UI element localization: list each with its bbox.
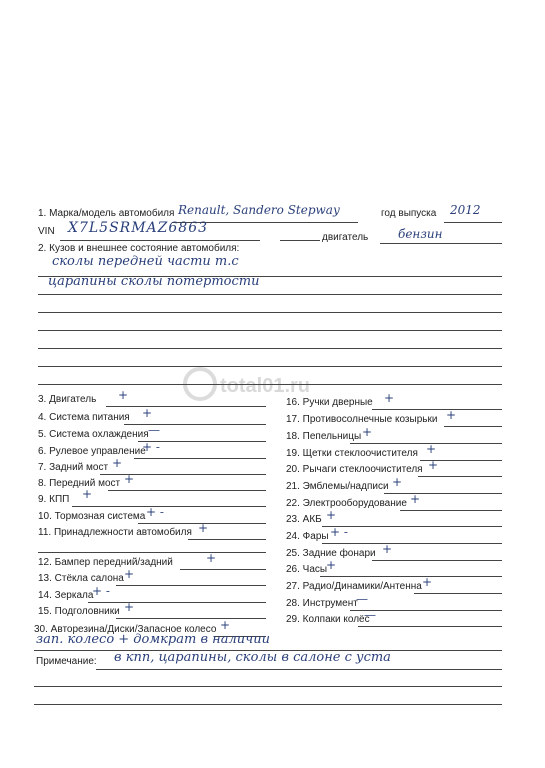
item-gearbox-mark: + [82,487,93,501]
item-steering-mark: + - [142,440,160,454]
item-engine-mark: + [118,388,129,402]
item-engine-label: 3. Двигатель [38,394,97,405]
item-tools-mark: — [356,592,368,606]
item-front-axle-label: 8. Передний мост [38,478,121,489]
body-note-1: сколы передней части т.с [52,254,239,269]
item-headrests-mark: + [124,600,135,614]
wheels-mark: + [220,618,231,632]
item-glass-mark: + [124,567,135,581]
year-label: год выпуска [381,208,437,219]
item-clock-mark: + [326,558,337,572]
item-electrics-mark: + [410,492,421,506]
item-wiper-arms-mark: + [428,458,439,472]
item-accessories-label: 11. Принадлежности автомобиля [38,527,192,538]
item-glass-label: 13. Стёкла салона [38,573,124,584]
item-wheel-caps-label: 29. Колпаки колёс [286,614,370,625]
item-radio-mark: + [422,575,433,589]
item-wiper-arms-label: 20. Рычаги стеклоочистителя [286,464,423,475]
item-bumper-label: 12. Бампер передний/задний [38,557,173,568]
item-ashtrays-label: 18. Пепельницы [286,431,362,442]
item-fuel-label: 4. Система питания [38,412,130,423]
item-brakes-mark: + - [146,505,164,519]
item-headlights-mark: + - [330,525,348,539]
item-ashtrays-mark: + [362,425,373,439]
watermark-text: total01.ru [220,375,311,397]
make-model-value: Renault, Sandero Stepway [178,203,340,217]
item-clock-label: 26. Часы [286,564,328,575]
item-steering-label: 6. Рулевое управление [38,446,146,457]
wheels-note: зап. колесо + домкрат в наличии [36,632,270,647]
body-note-2: царапины сколы потертости [48,274,260,289]
item-door-handles-label: 16. Ручки дверные [286,397,373,408]
item-rear-axle-mark: + [112,456,123,470]
item-front-axle-mark: + [124,472,135,486]
item-fuel-mark: + [142,406,153,420]
item-tools-label: 28. Инструмент [286,598,358,609]
item-wiper-blades-label: 19. Щетки стеклоочистителя [286,448,418,459]
engine-label: двигатель [322,232,369,243]
make-model-label: 1. Марка/модель автомобиля [38,208,175,219]
item-wheel-caps-mark: — [364,608,376,622]
item-cooling-mark: — [148,423,160,437]
item-accessories-mark: + [198,521,209,535]
engine-value: бензин [398,227,443,241]
item-radio-label: 27. Радио/Динамики/Антенна [286,581,422,592]
item-emblems-mark: + [392,475,403,489]
item-sun-visors-label: 17. Противосолнечные козырьки [286,414,438,425]
item-gearbox-label: 9. КПП [38,494,70,505]
vin-label: VIN [38,226,55,237]
item-bumper-mark: + [206,551,217,565]
body-section-label: 2. Кузов и внешнее состояние автомобиля: [38,243,240,254]
item-mirrors-label: 14. Зеркала [38,590,94,601]
item-tail-lights-label: 25. Задние фонари [286,548,376,559]
wheels-label: 30. Авторезина/Диски/Запасное колесо [34,624,217,635]
item-sun-visors-mark: + [446,408,457,422]
item-rear-axle-label: 7. Задний мост [38,462,109,473]
remark-label: Примечание: [36,656,97,667]
item-wiper-blades-mark: + [426,442,437,456]
item-electrics-label: 22. Электрооборудование [286,498,407,509]
item-headrests-label: 15. Подголовники [38,606,120,617]
year-value: 2012 [450,203,481,217]
item-brakes-label: 10. Тормозная система [38,511,146,522]
item-battery-label: 23. АКБ [286,514,322,525]
vin-value: X7L5SRMAZ6863 [68,220,209,236]
item-emblems-label: 21. Эмблемы/надписи [286,481,389,492]
item-tail-lights-mark: + [382,542,393,556]
item-mirrors-mark: + - [92,584,110,598]
remark-value: в кпп, царапины, сколы в салоне с уста [114,650,391,665]
item-headlights-label: 24. Фары [286,531,329,542]
item-battery-mark: + [326,508,337,522]
item-door-handles-mark: + [384,391,395,405]
item-cooling-label: 5. Система охлаждения [38,429,149,440]
